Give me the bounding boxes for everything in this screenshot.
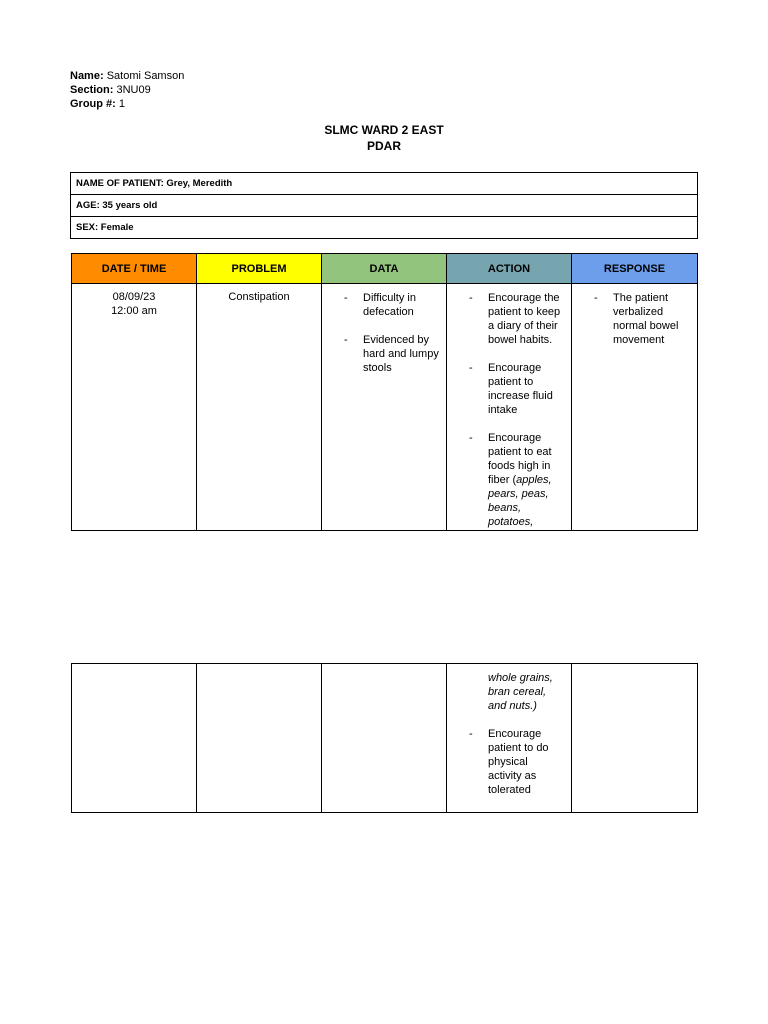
header-date-time: DATE / TIME	[72, 254, 197, 284]
table-row	[72, 664, 698, 813]
cell-date-time	[72, 664, 197, 813]
patient-info-table	[70, 172, 698, 239]
header-data: DATA	[322, 254, 447, 284]
action-continued-text: whole grains, bran cereal, and nuts.)	[488, 672, 553, 712]
title-pdar: PDAR	[366, 139, 401, 153]
table-row	[72, 284, 698, 531]
cell-problem	[197, 664, 322, 813]
pdar-table-continued	[71, 663, 698, 813]
cell-data	[322, 284, 447, 531]
list-item: - Evidenced by hard and lumpy stools	[344, 334, 439, 374]
cell-response	[572, 284, 698, 531]
student-section-line	[70, 83, 184, 97]
cell-response	[572, 664, 698, 813]
header-problem: PROBLEM	[197, 254, 322, 284]
list-item: - Encourage patient to increase fluid intake	[469, 362, 553, 416]
cell-problem	[197, 284, 322, 531]
patient-sex: SEX: Female	[71, 217, 698, 239]
entry-date: 08/09/23	[112, 291, 156, 303]
header-action: ACTION	[447, 254, 572, 284]
header-response: RESPONSE	[572, 254, 698, 284]
cell-action	[447, 664, 572, 813]
cell-date-time	[72, 284, 197, 531]
student-name: Satomi Samson	[106, 70, 185, 82]
student-group-line	[70, 97, 184, 111]
group-label: Group #:	[70, 98, 116, 110]
list-item: - Encourage the patient to keep a diary of their bowel habits.	[469, 292, 561, 346]
cell-action	[447, 284, 572, 531]
title-ward: SLMC WARD 2 EAST	[324, 123, 444, 137]
list-item: - The patient verbalized normal bowel movement	[594, 292, 679, 346]
pdar-table	[71, 253, 698, 531]
student-name-line	[70, 69, 184, 83]
student-info	[70, 69, 184, 111]
entry-time: 12:00 am	[111, 305, 157, 317]
student-group: 1	[118, 98, 126, 110]
patient-name: NAME OF PATIENT: Grey, Meredith	[71, 173, 698, 195]
document-title	[0, 122, 768, 154]
section-label: Section:	[70, 84, 114, 96]
list-item: - Encourage patient to eat foods high in fiber (apples, pears, peas, beans, potatoes,	[469, 432, 552, 528]
cell-data	[322, 664, 447, 813]
entry-problem: Constipation	[228, 291, 290, 303]
student-section: 3NU09	[116, 84, 151, 96]
patient-age: AGE: 35 years old	[71, 195, 698, 217]
name-label: Name:	[70, 70, 104, 82]
list-item: - Difficulty in defecation	[344, 292, 416, 318]
list-item: - Encourage patient to do physical activity as tolerated	[469, 728, 549, 796]
pdar-header-row	[72, 254, 698, 284]
